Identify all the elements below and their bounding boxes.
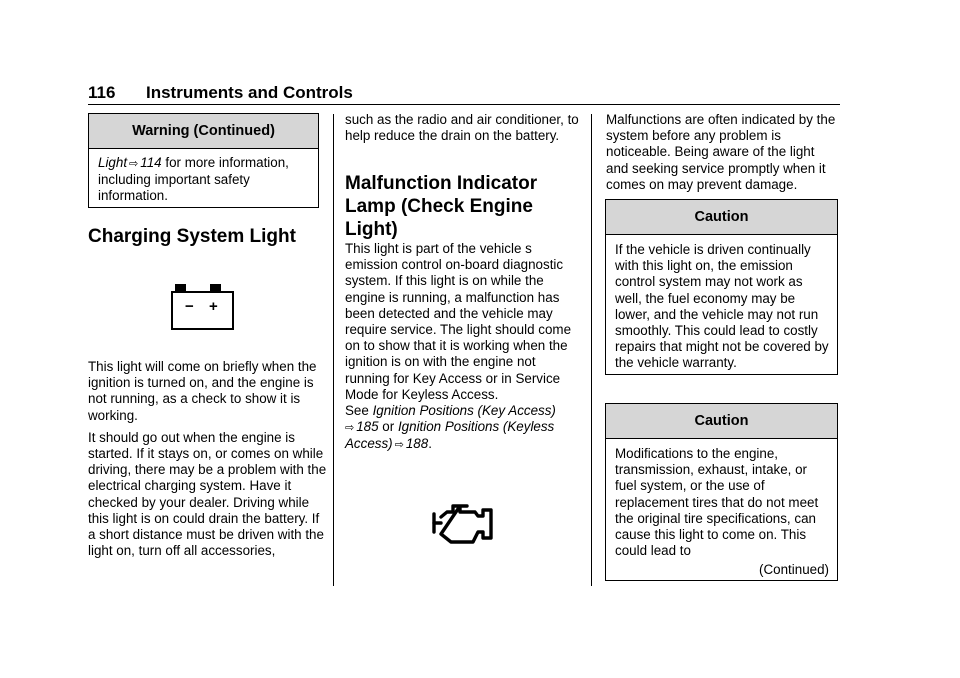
continued-paragraph: such as the radio and air conditioner, to help reduce the drain on the battery. (345, 112, 579, 144)
check-engine-icon (431, 500, 495, 548)
column-divider-left (333, 114, 334, 586)
right-paragraph (606, 112, 838, 193)
malfunction-references (345, 403, 581, 454)
charging-text (88, 359, 328, 559)
warning-ref-page[interactable]: 114 (140, 155, 162, 170)
battery-plus-label: + (209, 298, 218, 315)
warning-box-heading: Warning (Continued) (89, 114, 318, 149)
malfunction-text (345, 241, 581, 454)
charging-system-heading: Charging System Light (88, 226, 296, 247)
caution-box-1 (605, 199, 838, 375)
charging-paragraph-2: It should go out when the engine is started. If it stays on, or comes on while driving, there may be a problem with the electrical charging system. Have it checked by your dealer. Driving while this light is on could drain the battery. If a short distance must be driven with the light on, turn off all accessories, (88, 429, 327, 559)
ref-page-185[interactable]: 185 (356, 419, 379, 435)
or-word: or (382, 419, 395, 435)
charging-paragraph-1: This light will come on briefly when the ignition is turned on, and the engine is not running, as a check to show it is working. (88, 359, 317, 423)
ref-page-188[interactable]: 188 (405, 436, 429, 452)
section-title: Instruments and Controls (146, 83, 353, 102)
sentence-end: . (428, 436, 432, 452)
caution-box-2 (605, 403, 838, 581)
middle-continued-text (345, 112, 581, 144)
page-ref-arrow-icon: ⇨ (129, 158, 139, 170)
ref-ignition-keyless-access[interactable]: Ignition Positions (Keyless Access) (345, 419, 555, 452)
column-divider-right (591, 114, 592, 586)
header-rule (88, 104, 840, 105)
ref-ignition-key-access[interactable]: Ignition Positions (Key Access) (372, 403, 556, 419)
caution-2-heading: Caution (606, 404, 837, 439)
page-ref-arrow-icon: ⇨ (345, 422, 355, 435)
page-number: 116 (88, 83, 116, 102)
caution-1-heading: Caution (606, 200, 837, 235)
malfunction-paragraph: This light is part of the vehicle s emission control on-board diagnostic system. If this light is on while the engine is running, a malfunction has been detected and the vehicle may require service. The light should come on to show that it is working when the ignition is on with the engine not running for Key Access or in Service Mode for Keyless Access. (345, 241, 572, 402)
battery-icon (171, 284, 235, 330)
warning-ref-link[interactable]: Light (98, 155, 128, 170)
caution-2-continued: (Continued) (759, 562, 829, 577)
warning-continued-box (88, 113, 319, 208)
battery-minus-label: − (185, 298, 194, 315)
malfunctions-paragraph: Malfunctions are often indicated by the system before any problem is noticeable. Being aware of the light and seeking service promptly when it comes on may prevent damage. (606, 112, 836, 192)
page-header (88, 83, 840, 109)
caution-1-body: If the vehicle is driven continually with this light on, the emission control system may not work as well, the fuel economy may be lower, and the vehicle may not run smoothly. This could lead to costly repairs that might not be covered by the vehicle warranty. (615, 242, 829, 371)
page-ref-arrow-icon: ⇨ (394, 439, 404, 452)
malfunction-lamp-heading: Malfunction Indicator Lamp (Check Engine Light) (345, 173, 538, 240)
see-word: See (345, 403, 369, 419)
warning-box-text: for more information, including important safety information. (98, 155, 289, 204)
caution-2-body: Modifications to the engine, transmission, exhaust, intake, or fuel system, or the use of replacement tires that do not meet the original tire specifications, can cause this light to come on. This could lead to (615, 446, 819, 559)
warning-box-body (89, 149, 318, 211)
